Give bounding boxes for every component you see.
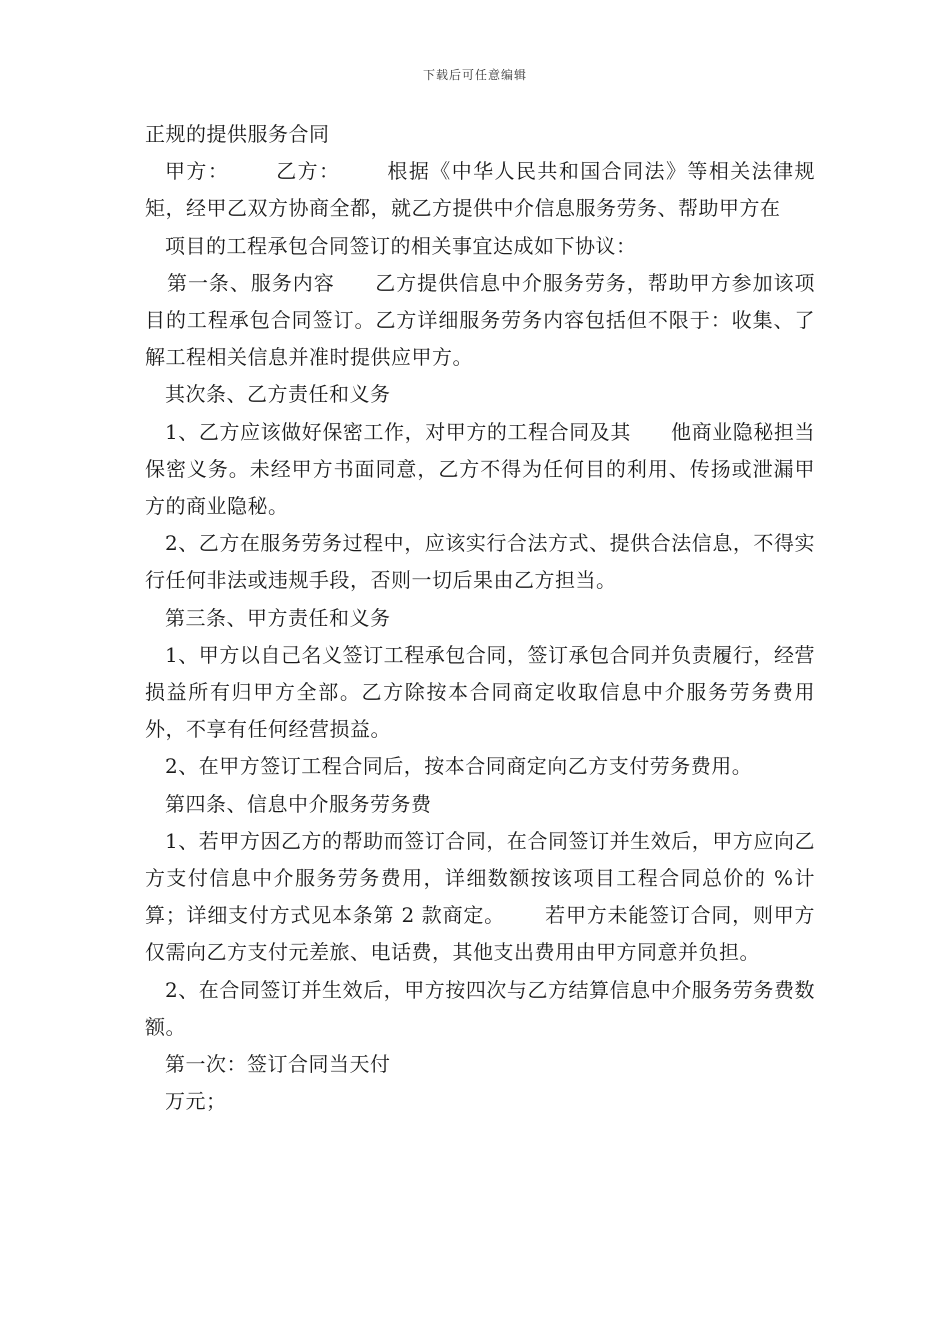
article-4-item-1-part-b: 若甲方未能签订合同，则甲方仅需向乙方支付元差旅、电话费，其他支出费用由甲方同意并负担。 xyxy=(145,903,815,965)
parties-paragraph xyxy=(145,153,815,227)
article-3-item-2: 2、在甲方签订工程合同后，按本合同商定向乙方支付劳务费用。 xyxy=(165,754,753,779)
article-3-item-1: 1、甲方以自己名义签订工程承包合同，签订承包合同并负责履行，经营损益所有归甲方全部。乙方除按本合同商定收取信息中介服务劳务费用外，不享有任何经营损益。 xyxy=(145,642,815,742)
article-4-item-1 xyxy=(145,823,815,972)
contract-title: 正规的提供服务合同 xyxy=(145,122,330,146)
contract-body xyxy=(145,116,815,1120)
article-4-item-2: 2、在合同签订并生效后，甲方按四次与乙方结算信息中介服务劳务费数额。 xyxy=(145,977,815,1039)
article-2-item-1-part-a: 1、乙方应该做好保密工作，对甲方的工程合同及其 xyxy=(165,419,631,444)
article-1-body: 乙方提供信息中介服务劳务，帮助甲方参加该项目的工程承包合同签订。乙方详细服务劳务内容包括但不限于：收集、了解工程相关信息并准时提供应甲方。 xyxy=(145,270,816,370)
article-4-item-1-part-a: 1、若甲方因乙方的帮助而签订合同，在合同签订并生效后，甲方应向乙方支付信息中介服务劳务费用，详细数额按该项目工程合同总价的 %计算；详细支付方式见本条第 2 款商定。 xyxy=(145,828,815,928)
article-3-heading: 第三条、甲方责任和义务 xyxy=(165,605,391,630)
intro-text: 根据《中华人民共和国合同法》等相关法律规矩，经甲乙双方协商全都，就乙方提供中介信息服务劳务、帮助甲方在 xyxy=(145,159,816,221)
article-2-item-1 xyxy=(145,414,815,526)
article-2-item-1-part-b: 他商业隐秘担当保密义务。未经甲方书面同意，乙方不得为任何目的利用、传扬或泄漏甲方的商业隐秘。 xyxy=(145,419,815,519)
party-a-label: 甲方： xyxy=(165,159,230,184)
article-4-heading: 第四条、信息中介服务劳务费 xyxy=(165,791,432,816)
article-2-item-2: 2、乙方在服务劳务过程中，应该实行合法方式、提供合法信息，不得实行任何非法或违规手段，否则一切后果由乙方担当。 xyxy=(145,531,815,593)
payment-1-amount: 万元； xyxy=(165,1089,227,1114)
header-note: 下载后可任意编辑 xyxy=(422,68,527,82)
article-1-heading: 第一条、服务内容 xyxy=(167,270,335,295)
payment-1: 第一次：签订合同当天付 xyxy=(165,1052,391,1077)
intro-paragraph: 项目的工程承包合同签订的相关事宜达成如下协议： xyxy=(165,233,637,258)
article-2-heading: 其次条、乙方责任和义务 xyxy=(165,382,391,407)
party-b-label: 乙方： xyxy=(275,159,341,184)
article-1 xyxy=(145,265,815,377)
